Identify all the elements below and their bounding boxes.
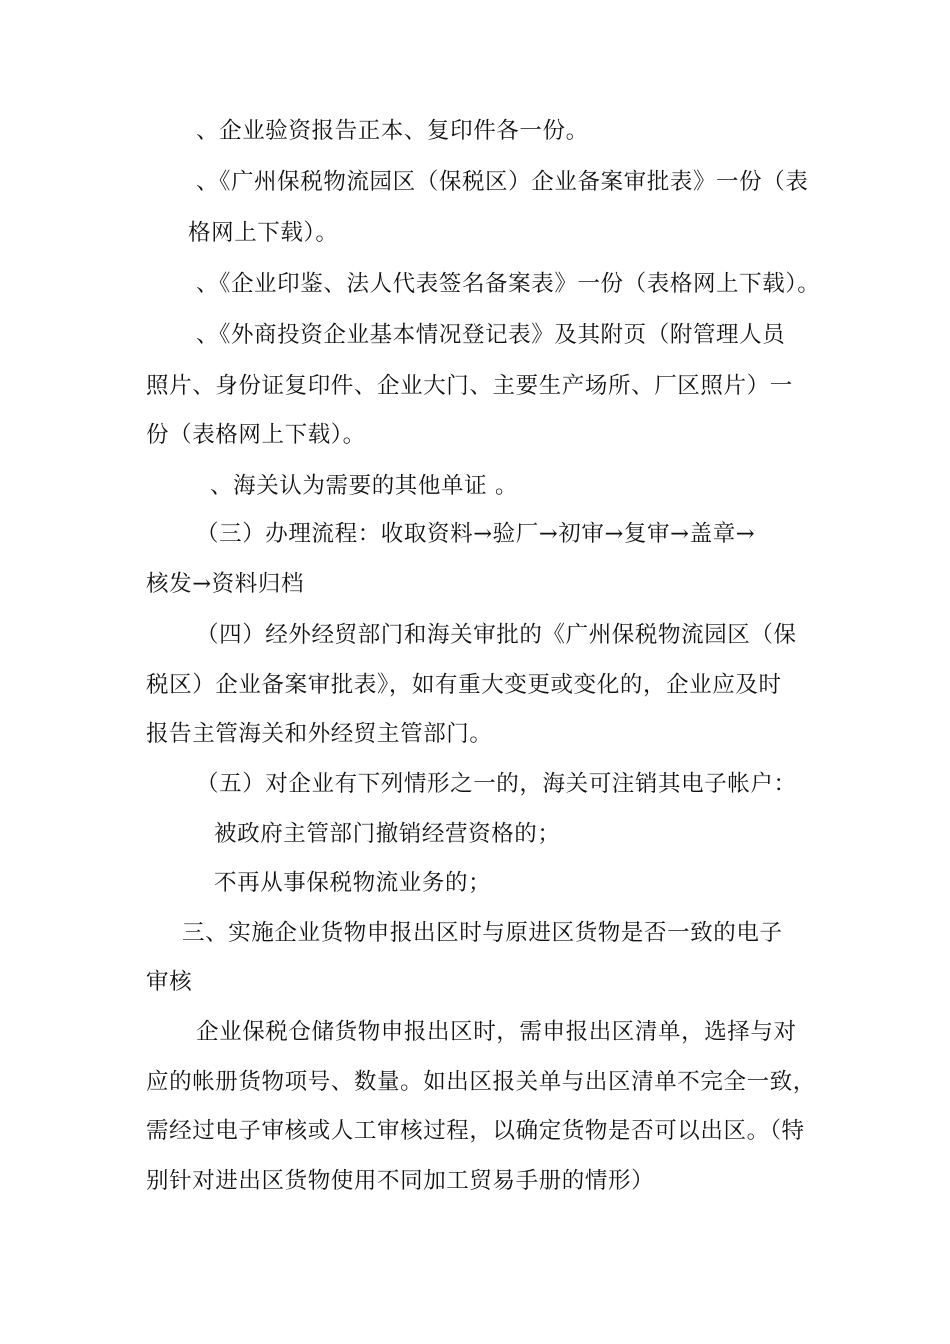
text-line: 审核 (146, 969, 193, 995)
text-line: （三）办理流程：收取资料→验厂→初审→复审→盖章→ (196, 521, 756, 547)
text-line: 企业保税仓储货物申报出区时，需申报出区清单，选择与对 (196, 1019, 797, 1045)
text-line: 、海关认为需要的其他单证 。 (210, 473, 519, 499)
text-line: 别针对进出区货物使用不同加工贸易手册的情形） (146, 1168, 655, 1194)
text-line: 、企业验资报告正本、复印件各一份。 (196, 118, 589, 144)
text-line: 、《广州保税物流园区（保税区）企业备案审批表》一份（表 (196, 169, 809, 195)
text-line: 、《企业印鉴、法人代表签名备案表》一份（表格网上下载）。 (196, 271, 821, 297)
text-line: 照片、身份证复印件、企业大门、主要生产场所、厂区照片）一 (146, 373, 793, 399)
text-line: 核发→资料归档 (146, 571, 305, 597)
text-line: 、《外商投资企业基本情况登记表》及其附页（附管理人员 (196, 322, 786, 348)
text-line: 不再从事保税物流业务的； (214, 870, 492, 896)
text-line: （五）对企业有下列情形之一的，海关可注销其电子帐户： (196, 771, 797, 797)
text-line: 税区）企业备案审批表》，如有重大变更或变化的，企业应及时 (146, 672, 782, 698)
text-line: 需经过电子审核或人工审核过程，以确定货物是否可以出区。（特 (146, 1118, 805, 1144)
text-line: 三、实施企业货物申报出区时与原进区货物是否一致的电子 (182, 920, 783, 946)
text-line: 被政府主管部门撤销经营资格的； (214, 821, 561, 847)
text-line: 格网上下载）。 (188, 220, 339, 246)
text-line: 应的帐册货物项号、数量。如出区报关单与出区清单不完全一致， (146, 1069, 816, 1095)
text-line: 报告主管海关和外经贸主管部门。 (146, 721, 493, 747)
text-line: 份（表格网上下载）。 (146, 422, 366, 448)
text-line: （四）经外经贸部门和海关审批的《广州保税物流园区（保 (196, 622, 797, 648)
